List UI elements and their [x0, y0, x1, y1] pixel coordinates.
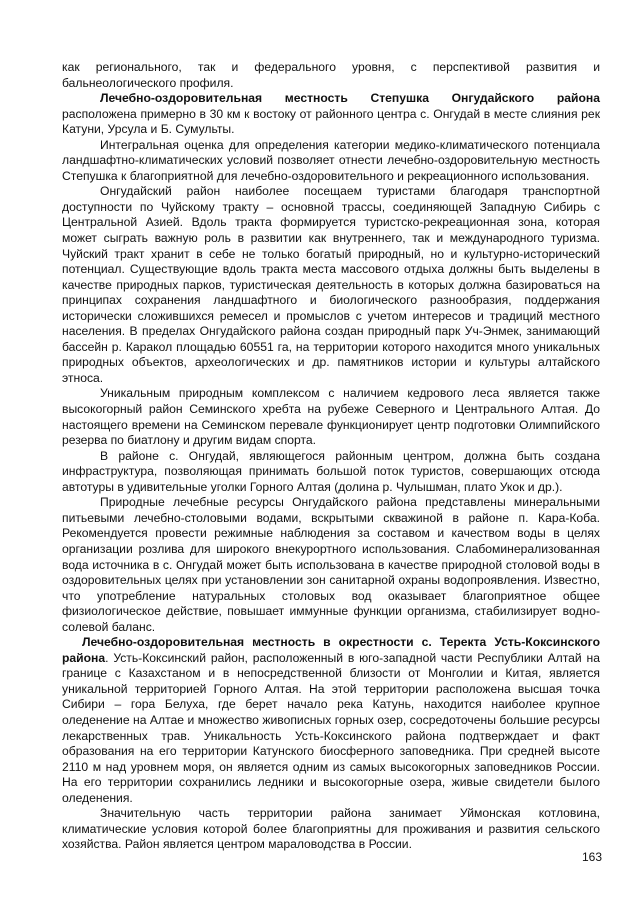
paragraph-text: Онгудайский район наиболее посещаем туристами благодаря транспортной доступности по Чуйскому тракту – основной трассы, соединяющей Западную Сибирь с Центральной Азией. Вдоль тракта формируется туристско-рекреационная зона, которая может сыграть важную роль в развитии как внутреннего, так и международного туризма. Чуйский тракт хранит в себе не только богатый природный, но и культурно-исторический потенциал. Существующие вдоль тракта места массового отдыха должны быть выделены в качестве природных парков, туристическая деятельность в которых должна базироваться на принципах сохранения ландшафтного и биологического разнообразия, поддержания исторически сложившихся ремесел и промыслов с учетом интересов и традиций местного населения. В пределах Онгудайского района создан природный парк Уч-Энмек, занимающий бассейн р. Каракол площадью 60551 га, на территории которого находится много уникальных природных объектов, археологических и др. памятников истории и культуры алтайского этноса.	[62, 184, 600, 385]
paragraph-seminsky-ridge	[62, 386, 600, 448]
paragraph-terekta	[62, 635, 600, 806]
paragraph-ongudai-tourism	[62, 184, 600, 386]
paragraph-text: Уникальным природным комплексом с наличием кедрового леса является также высокогорный район Семинского хребта на рубеже Северного и Центрального Алтая. До настоящего времени на Семинском перевале функционирует центр подготовки Олимпийского резерва по биатлону и другим видам спорта.	[62, 386, 600, 448]
section-heading-stepushka: Лечебно-оздоровительная местность Степушка Онгудайского района	[100, 91, 600, 106]
paragraph-ongudai-infrastructure	[62, 449, 600, 496]
paragraph-text: расположена примерно в 30 км к востоку от районного центра с. Онгудай в месте слияния рек Катуни, Урсула и Б. Сумульты.	[62, 106, 600, 137]
paragraph-text: В районе с. Онгудай, являющегося районным центром, должна быть создана инфраструктура, позволяющая принимать большой поток туристов, совершающих отсюда автотуры в удивительные уголки Горного Алтая (долина р. Чулышман, плато Укок и др.).	[62, 448, 600, 494]
paragraph-text: Природные лечебные ресурсы Онгудайского района представлены минеральными питьевыми лечебно-столовыми водами, вскрытыми скважиной в районе п. Кара-Коба. Рекомендуется провести режимные наблюдения за составом и качеством воды в целях организации розлива для широкого внекурортного использования. Слабоминерализованная вода источника в с. Онгудай может быть использована в качестве природной столовой воды в оздоровительных целях при установлении зон санитарной охраны водопроявления. Известно, что употребление натуральных столовых вод оказывает благоприятное общее физиологическое действие, повышает иммунные функции организма, стабилизирует водно-солевой баланс.	[62, 495, 600, 634]
paragraph-stepushka	[62, 91, 600, 138]
paragraph-natural-resources	[62, 495, 600, 635]
page-body	[62, 60, 600, 853]
paragraph-continuation	[62, 60, 600, 91]
paragraph-text: как регионального, так и федерального уровня, с перспективой развития и бальнеологического профиля.	[62, 60, 600, 90]
paragraph-uimon-basin	[62, 806, 600, 853]
paragraph-text: Интегральная оценка для определения категории медико-климатического потенциала ландшафтно-климатических условий позволяет отнести лечебно-оздоровительную местность Степушка к благоприятной для лечебно-оздоровительного и рекреационного использования.	[62, 137, 600, 183]
paragraph-integral-assessment	[62, 138, 600, 185]
paragraph-text: Значительную часть территории района занимает Уймонская котловина, климатические условия которой более благоприятны для проживания и развития сельского хозяйства. Район является центром мараловодства в России.	[62, 806, 600, 852]
paragraph-text: . Усть-Коксинский район, расположенный в юго-западной части Республики Алтай на границе с Казахстаном и в непосредственной близости от Монголии и Китая, является уникальной территорией Горного Алтая. На этой территории расположена высшая точка Сибири – гора Белуха, где берет начало река Катунь, находится наиболее крупное оледенение на Алтае и множество живописных горных озер, сосредоточены большие ресурсы лекарственных трав. Уникальность Усть-Коксинского района подтверждает и факт образования на его территории Катунского биосферного заповедника. При средней высоте 2110 м над уровнем моря, он является одним из самых высокогорных заповедников России. На его территории сохранились ледники и высокогорные озера, живые свидетели былого оледенения.	[62, 650, 600, 805]
section-heading-terekta: Лечебно-оздоровительная местность в окрестности с. Теректа Усть-Коксинского района	[62, 635, 600, 665]
page-number: 163	[581, 850, 602, 864]
